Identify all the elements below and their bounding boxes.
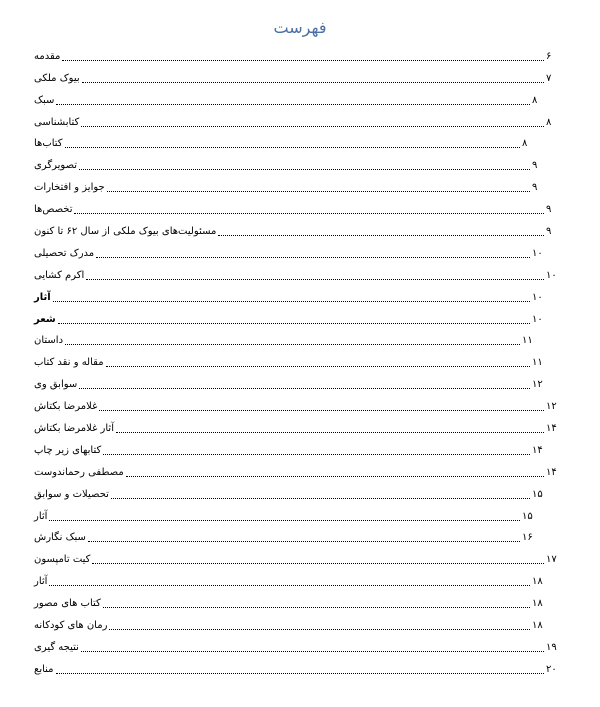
toc-entry[interactable] <box>32 369 560 391</box>
toc-entry-page-number: ۱۷ <box>546 554 557 566</box>
toc-entry[interactable] <box>32 347 560 369</box>
toc-entry[interactable] <box>32 479 560 501</box>
toc-entry-label: اکرم کشایی <box>34 269 85 281</box>
toc-entry[interactable] <box>32 326 560 348</box>
toc-entry[interactable] <box>32 238 560 260</box>
toc-entry-page-number: ۸ <box>546 116 552 128</box>
toc-entry-page-number: ۱۰ <box>532 291 543 303</box>
toc-entry-page-number: ۱۲ <box>546 401 557 413</box>
toc-entry[interactable] <box>32 610 560 632</box>
toc-entry[interactable] <box>32 457 560 479</box>
toc-entry[interactable] <box>32 523 560 545</box>
toc-entry-label: سبک نگارش <box>34 532 86 544</box>
toc-entry[interactable] <box>32 41 560 63</box>
toc-entry-page-number: ۱۶ <box>522 532 533 544</box>
toc-entry[interactable] <box>32 304 560 326</box>
toc-entry-label: مقدمه <box>34 50 61 62</box>
toc-entry-page-number: ۹ <box>532 182 538 194</box>
toc-entry-page-number: ۸ <box>532 94 538 106</box>
toc-entry-page-number: ۹ <box>532 160 538 172</box>
toc-entry-page-number: ۱۴ <box>532 444 543 456</box>
toc-entry[interactable] <box>32 63 560 85</box>
toc-entry-label: مدرک تحصیلی <box>34 247 95 259</box>
toc-dot-leader <box>103 453 530 455</box>
toc-entry-label: شعر <box>34 313 56 325</box>
toc-entry[interactable] <box>32 107 560 129</box>
toc-entry[interactable] <box>32 391 560 413</box>
toc-dot-leader <box>86 278 544 280</box>
toc-dot-leader <box>106 365 530 367</box>
toc-entry-label: سوابق وی <box>34 379 78 391</box>
page-title: فهرست <box>273 18 327 37</box>
toc-entry-label: تحصیلات و سوابق <box>34 488 109 500</box>
toc-entry-label: بیوک ملکی <box>34 72 80 84</box>
toc-dot-leader <box>111 497 530 499</box>
toc-dot-leader <box>96 256 530 258</box>
toc-entry-page-number: ۱۴ <box>546 466 557 478</box>
toc-dot-leader <box>74 212 544 214</box>
toc-entry[interactable] <box>32 150 560 172</box>
toc-entry-label: نتیجه گیری <box>34 641 79 653</box>
toc-dot-leader <box>99 409 544 411</box>
toc-dot-leader <box>62 59 544 61</box>
toc-entry-label: کتاب‌ها <box>34 138 63 150</box>
toc-entry-label: آثار <box>34 510 48 522</box>
toc-entry[interactable] <box>32 435 560 457</box>
toc-entry[interactable] <box>32 544 560 566</box>
toc-entry-label: منابع <box>34 663 54 675</box>
toc-entry-page-number: ۱۸ <box>532 576 543 588</box>
toc-list <box>32 41 560 676</box>
toc-entry-label: آثار <box>34 576 48 588</box>
toc-dot-leader <box>49 519 520 521</box>
toc-entry[interactable] <box>32 566 560 588</box>
toc-dot-leader <box>79 387 530 389</box>
toc-entry[interactable] <box>32 129 560 151</box>
toc-entry-label: جوایز و افتخارات <box>34 182 105 194</box>
toc-dot-leader <box>116 431 544 433</box>
toc-entry[interactable] <box>32 216 560 238</box>
toc-entry-label: مسئولیت‌های بیوک ملکی از سال ۶۲ تا کنون <box>34 226 217 238</box>
toc-entry-label: آثار <box>34 291 51 303</box>
toc-entry-page-number: ۱۸ <box>532 620 543 632</box>
toc-dot-leader <box>92 562 544 564</box>
toc-dot-leader <box>56 103 530 105</box>
toc-entry-page-number: ۹ <box>546 226 552 238</box>
toc-entry-page-number: ۱۴ <box>546 423 557 435</box>
toc-dot-leader <box>79 168 530 170</box>
toc-entry-label: کتابشناسی <box>34 116 80 128</box>
toc-dot-leader <box>126 475 544 477</box>
toc-entry-label: مصطفی رحماندوست <box>34 466 124 478</box>
toc-entry[interactable] <box>32 632 560 654</box>
toc-dot-leader <box>56 672 544 674</box>
toc-dot-leader <box>49 584 530 586</box>
toc-entry[interactable] <box>32 260 560 282</box>
toc-dot-leader <box>88 540 520 542</box>
toc-entry-page-number: ۱۵ <box>532 488 543 500</box>
toc-entry-page-number: ۱۲ <box>532 379 543 391</box>
toc-entry-page-number: ۷ <box>546 72 552 84</box>
toc-entry-page-number: ۱۸ <box>532 598 543 610</box>
toc-entry[interactable] <box>32 282 560 304</box>
toc-entry-label: کتابهای زیر چاپ <box>34 444 102 456</box>
toc-entry-page-number: ۹ <box>546 204 552 216</box>
toc-entry[interactable] <box>32 654 560 676</box>
toc-entry-label: مقاله و نقد کتاب <box>34 357 104 369</box>
toc-entry[interactable] <box>32 501 560 523</box>
toc-entry-page-number: ۱۱ <box>532 357 543 369</box>
toc-entry-page-number: ۸ <box>522 138 528 150</box>
toc-dot-leader <box>107 190 530 192</box>
toc-entry-label: غلامرضا بکتاش <box>34 401 98 413</box>
toc-entry-label: رمان های کودکانه <box>34 620 108 632</box>
toc-dot-leader <box>81 650 544 652</box>
toc-entry[interactable] <box>32 172 560 194</box>
toc-entry-page-number: ۱۹ <box>546 641 557 653</box>
toc-entry-page-number: ۶ <box>546 50 552 62</box>
toc-dot-leader <box>218 234 544 236</box>
toc-entry-page-number: ۲۰ <box>546 663 557 675</box>
toc-dot-leader <box>103 606 530 608</box>
toc-entry[interactable] <box>32 85 560 107</box>
toc-entry-page-number: ۱۱ <box>522 335 533 347</box>
toc-entry-page-number: ۱۵ <box>522 510 533 522</box>
toc-dot-leader <box>81 125 544 127</box>
toc-dot-leader <box>53 300 530 302</box>
toc-entry-page-number: ۱۰ <box>532 313 543 325</box>
toc-dot-leader <box>65 343 520 345</box>
toc-entry-label: تخصص‌ها <box>34 204 73 216</box>
toc-entry[interactable] <box>32 413 560 435</box>
toc-entry-label: تصویرگری <box>34 160 78 172</box>
toc-entry-label: کتاب های مصور <box>34 598 101 610</box>
toc-entry[interactable] <box>32 588 560 610</box>
toc-entry-label: کیت تامپسون <box>34 554 91 566</box>
toc-dot-leader <box>82 81 544 83</box>
toc-dot-leader <box>58 322 530 324</box>
toc-entry-page-number: ۱۰ <box>532 247 543 259</box>
toc-entry-label: سبک <box>34 94 55 106</box>
toc-entry-label: داستان <box>34 335 64 347</box>
toc-dot-leader <box>109 628 530 630</box>
toc-dot-leader <box>65 146 520 148</box>
toc-entry[interactable] <box>32 194 560 216</box>
toc-entry-label: آثار غلامرضا بکتاش <box>34 423 114 435</box>
toc-entry-page-number: ۱۰ <box>546 269 557 281</box>
